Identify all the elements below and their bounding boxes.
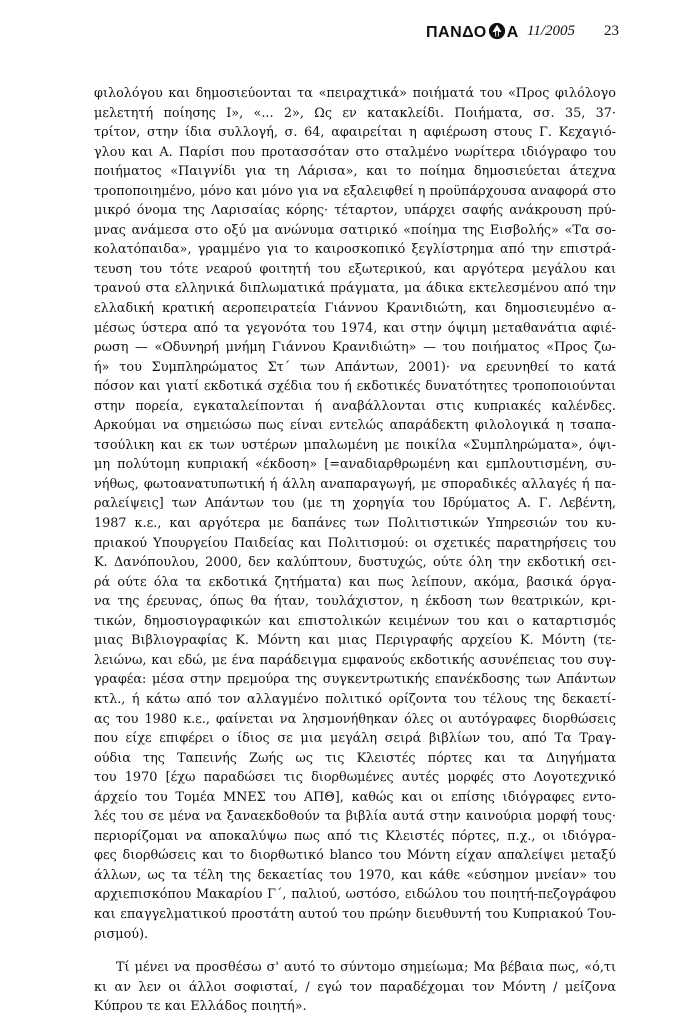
text-line: ρισμού). <box>94 926 149 942</box>
text-line: μνας ανάμεσα στο οξύ μα ανώνυμα σατιρικό «ποίημα της Εισβολής» «Τα σο- <box>94 222 616 238</box>
stylized-tree-logo-icon <box>488 22 506 40</box>
text-line: μιας Βιβλιογραφίας Κ. Μόντη και μιας Περιγραφής αρχείου Κ. Μόντη (τε- <box>94 633 616 649</box>
text-line: τευση του τότε νεαρού φοιτητή του εξωτερικού, και αργότερα μεγάλου και <box>94 261 616 277</box>
text-line: τροποποιημένο, μόνο και μόνο για να εξαλειφθεί η προϋπάρχουσα αναφορά στο <box>94 183 616 199</box>
text-line: γλου και Α. Παρίσι που προτασσόταν στο σταλμένο νωρίτερα ιδιόγραφο του <box>94 144 616 160</box>
text-line: ή» του Συμπληρώματος Στ΄ των Απάντων, 2001)· να ερευνηθεί το κατά <box>94 359 616 375</box>
text-line: νήθως, φωτοανατυπωτική ή άλλη αναπαραγωγή, με σποραδικές αλλαγές ή πα- <box>94 476 616 492</box>
text-line: και επαγγελματικού προστάτη αυτού του πρώην διευθυντή του Κυπριακού Του- <box>94 906 616 922</box>
text-line: ρωση — «Οδυνηρή μνήμη Γιάννου Κρανιδιώτη» — του ποιήματος «Προς ζω- <box>94 340 616 356</box>
text-line: ποιήματος «Παιγνίδι για τη Λάρισα», και το ποίημα δημοσιεύεται άτεχνα <box>94 164 616 180</box>
text-line: ραλείψεις] των Απάντων του (με τη χορηγία του Ιδρύματος Α. Γ. Λεβέντη, <box>94 496 616 512</box>
text-line: Κύπρου τε και Ελλάδος ποιητή». <box>94 999 307 1015</box>
text-line: μικρό όνομα της Λαρισαίας κόρης· τέταρτον, υπάρχει σαφής ανάκρουση πρύ- <box>94 203 616 219</box>
text-line: Τί μένει να προσθέσω σ' αυτό το σύντομο σημείωμα; Μα βέβαια πως, «ό,τι <box>116 960 616 976</box>
text-line: άρχείο του Τομέα ΜΝΕΣ του ΑΠΘ], καθώς και οι επίσης ιδιόγραφες εντο- <box>94 789 616 805</box>
text-line: μελετητή ποίησης Ι», «... 2», Ως εν κατακλείδι. Ποιήματα, σσ. 35, 37· <box>94 105 616 121</box>
text-line: αρχιεπισκόπου Μακαρίου Γ΄, παλιού, ωστόσο, ειδώλου του ποιητή-πεζογράφου <box>94 887 616 903</box>
text-line: Αρκούμαι να σημειώσω πως είναι εντελώς απαράδεκτη φιλολογικά η τσαπα- <box>94 418 616 434</box>
text-line: λές του σε μένα να ξαναεκδοθούν τα βιβλία αυτά στην καινούρια μορφή τους· <box>94 809 616 825</box>
text-line: 1987 κ.ε., και αργότερα με δαπάνες των Πολιτιστικών Υπηρεσιών του κυ- <box>94 516 616 532</box>
text-line: ούδια της Ταπεινής Ζωής ως τις Κλειστές πόρτες και τα Διηγήματα <box>94 750 616 766</box>
journal-title <box>426 22 519 42</box>
text-line: στην πορεία, εγκαταλείπονται ή αναβάλλονται στις κυπριακές καλένδες. <box>94 398 616 414</box>
page-number: 23 <box>604 23 619 39</box>
paragraph-footnote-continuation <box>94 84 616 944</box>
text-line: περιορίζομαι να αποκαλύψω πως από τις Κλειστές πόρτες, π.χ., οι ιδιόγρα- <box>94 828 616 844</box>
text-line: ελλαδική κρατική αεροπειρατεία Γιάννου Κρανιδιώτη, και δημοσιευμένο α- <box>94 301 616 317</box>
text-line: να της έρευνας, όπως θα ήταν, τουλάχιστον, η έκδοση των θεατρικών, κρι- <box>94 594 616 610</box>
text-line: φιλολόγου και δημοσιεύονται τα «πειραχτικά» ποιήματά του «Προς φιλόλογο <box>94 86 616 101</box>
paragraph-closing <box>94 958 616 1017</box>
text-line: που είχε επιφέρει ο ίδιος σε μια μεγάλη σειρά βιβλίων του, από Τα Τραγ- <box>94 731 616 747</box>
text-line: τσούλικη και εκ των υστέρων μπαλωμένη με ποικίλα «Συμπληρώματα», όψι- <box>94 437 616 453</box>
text-line: γραφέα: μέσα στην πρεμούρα της συγκεντρωτικής επανέκδοσης των Απάντων <box>94 672 616 688</box>
text-line: κολατόπαιδα», γραμμένο για το καιροσκοπικό ξεγλίστρημα από την επιστρά- <box>94 242 616 258</box>
journal-title-left: ΠΑΝΔΟ <box>426 24 487 41</box>
text-line: άλλων, ως τα τέλη της δεκαετίας του 1970, και κάθε «εύσημον μνείαν» του <box>94 867 616 883</box>
text-line: Κ. Δανόπουλου, 2000, δεν καλύπτουν, δυστυχώς, ούτε όλη την εκδοτική σει- <box>94 555 616 571</box>
text-line: τρίτον, στην ίδια συλλογή, σ. 64, αφαιρείται η αφιέρωση στους Γ. Κεχαγιό- <box>94 125 616 141</box>
text-line: κι αν λεν οι άλλοι σοφισταί, / εγώ τον παραδέχομαι τον Μόντη / μείζονα <box>94 979 616 995</box>
text-line: του 1970 [έχω παραδώσει τις διορθωμένες αυτές μορφές στο Λογοτεχνικό <box>94 770 616 786</box>
text-line: πριακού Υπουργείου Παιδείας και Πολιτισμού: οι σχετικές παρατηρήσεις του <box>94 535 616 551</box>
article-body <box>94 84 616 1017</box>
text-line: κτλ., ή κάτω από τον αλλαγμένο πολιτικό ορίζοντα του τέλους της δεκαετί- <box>94 691 616 707</box>
running-header <box>0 22 677 46</box>
text-line: λειώνω, και εδώ, με ένα παράδειγμα εμφανούς εκδοτικής ασυνέπειας του συγ- <box>94 652 616 668</box>
text-line: μέσως ύστερα από τα γεγονότα του 1974, και στην όψιμη μεταθανάτια αφιέ- <box>94 320 616 336</box>
text-line: τρανού στα ελληνικά διπλωματικά πράγματα, μα άδικα εκτελεσμένου από την <box>94 281 616 297</box>
journal-title-right: Α <box>506 24 519 41</box>
issue-number: 11/2005 <box>527 23 576 39</box>
text-line: τικών, δημοσιογραφικών και επιστολικών κειμένων του και ο καταρτισμός <box>94 613 616 629</box>
text-line: φες διορθώσεις και το διορθωτικό blanco του Μόντη είχαν απαλείψει μεταξύ <box>94 848 616 864</box>
text-line: ρά ούτε όλα τα εκδοτικά ζητήματα) και πως λείπουν, ακόμα, βασικά όργα- <box>94 574 616 590</box>
text-line: πόσον και γιατί εκδοτικά σχέδια του ή εκδοτικές δυνατότητες τροποποιούνται <box>94 379 616 395</box>
text-line: μη πολύτομη κυπριακή «έκδοση» [=αναδιαρθρωμένη και εμπλουτισμένη, συ- <box>94 457 616 473</box>
text-line: ας του 1980 κ.ε., φαίνεται να λησμονήθηκαν όλες οι αυτόγραφες διορθώσεις <box>94 711 616 727</box>
